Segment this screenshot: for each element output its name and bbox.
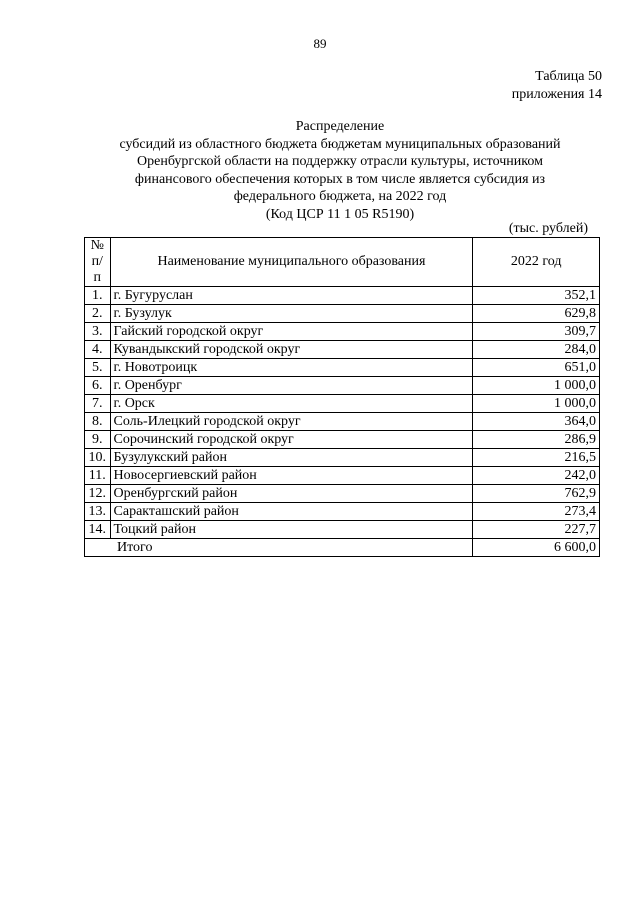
- table-row: [85, 521, 600, 539]
- appendix-label: приложения 14: [511, 87, 602, 102]
- row-value: 227,7: [473, 521, 600, 539]
- row-value: 364,0: [473, 413, 600, 431]
- row-number: 1.: [85, 287, 111, 305]
- row-municipality: Оренбургский район: [110, 485, 473, 503]
- table-row: [85, 341, 600, 359]
- title-code: (Код ЦСР 11 1 05 R5190): [265, 206, 415, 222]
- table-row: [85, 503, 600, 521]
- table-row: [85, 485, 600, 503]
- row-number: 8.: [85, 413, 111, 431]
- row-municipality: Тоцкий район: [110, 521, 473, 539]
- row-municipality: Саракташский район: [110, 503, 473, 521]
- row-number: 3.: [85, 323, 111, 341]
- title-line-4: финансового обеспечения которых в том числе является субсидия из: [134, 171, 546, 187]
- table-row: [85, 431, 600, 449]
- row-municipality: Бузулукский район: [110, 449, 473, 467]
- table-body: [85, 287, 600, 557]
- page-number: 89: [313, 36, 327, 51]
- row-number: 12.: [85, 485, 111, 503]
- row-municipality: Гайский городской округ: [110, 323, 473, 341]
- row-value: 629,8: [473, 305, 600, 323]
- row-number: 9.: [85, 431, 111, 449]
- table-row: [85, 413, 600, 431]
- row-number: 5.: [85, 359, 111, 377]
- row-municipality: Соль-Илецкий городской округ: [110, 413, 473, 431]
- row-value: 352,1: [473, 287, 600, 305]
- table-row: [85, 395, 600, 413]
- table-row: [85, 377, 600, 395]
- document-title: [60, 118, 620, 223]
- header-municipality: Наименование муниципального образования: [110, 238, 473, 287]
- row-number: 2.: [85, 305, 111, 323]
- header-year: 2022 год: [473, 238, 600, 287]
- row-value: 284,0: [473, 341, 600, 359]
- units-label: (тыс. рублей): [508, 221, 588, 236]
- table-row: [85, 467, 600, 485]
- row-municipality: Новосергиевский район: [110, 467, 473, 485]
- row-value: 651,0: [473, 359, 600, 377]
- total-row: [85, 539, 600, 557]
- row-value: 216,5: [473, 449, 600, 467]
- table-row: [85, 323, 600, 341]
- row-municipality: г. Оренбург: [110, 377, 473, 395]
- row-number: 11.: [85, 467, 111, 485]
- row-value: 309,7: [473, 323, 600, 341]
- row-number: 6.: [85, 377, 111, 395]
- row-value: 273,4: [473, 503, 600, 521]
- row-value: 1 000,0: [473, 395, 600, 413]
- row-number: 14.: [85, 521, 111, 539]
- row-municipality: Сорочинский городской округ: [110, 431, 473, 449]
- title-line-2: субсидий из областного бюджета бюджетам муниципальных образований: [119, 136, 561, 152]
- row-value: 242,0: [473, 467, 600, 485]
- row-municipality: г. Орск: [110, 395, 473, 413]
- row-municipality: г. Новотроицк: [110, 359, 473, 377]
- header-number-line-1: №: [90, 238, 104, 253]
- title-line-1: Распределение: [295, 119, 385, 134]
- total-value: 6 600,0: [473, 539, 600, 557]
- row-value: 1 000,0: [473, 377, 600, 395]
- table-label: Таблица 50: [535, 69, 602, 84]
- subsidy-table: [84, 237, 600, 557]
- row-number: 13.: [85, 503, 111, 521]
- table-row: [85, 449, 600, 467]
- row-municipality: г. Бугуруслан: [110, 287, 473, 305]
- table-row: [85, 359, 600, 377]
- row-municipality: Кувандыкский городской округ: [110, 341, 473, 359]
- row-number: 4.: [85, 341, 111, 359]
- appendix-reference: [512, 68, 602, 104]
- title-line-3: Оренбургской области на поддержку отрасли культуры, источником: [137, 154, 543, 169]
- header-number: [85, 238, 111, 287]
- table-row: [85, 305, 600, 323]
- title-line-5: федерального бюджета, на 2022 год: [233, 189, 447, 204]
- row-value: 762,9: [473, 485, 600, 503]
- header-number-line-2: п/п: [91, 254, 103, 285]
- row-value: 286,9: [473, 431, 600, 449]
- row-number: 7.: [85, 395, 111, 413]
- row-municipality: г. Бузулук: [110, 305, 473, 323]
- row-number: 10.: [85, 449, 111, 467]
- table-header-row: [85, 238, 600, 287]
- total-label: Итого: [85, 539, 473, 557]
- table-row: [85, 287, 600, 305]
